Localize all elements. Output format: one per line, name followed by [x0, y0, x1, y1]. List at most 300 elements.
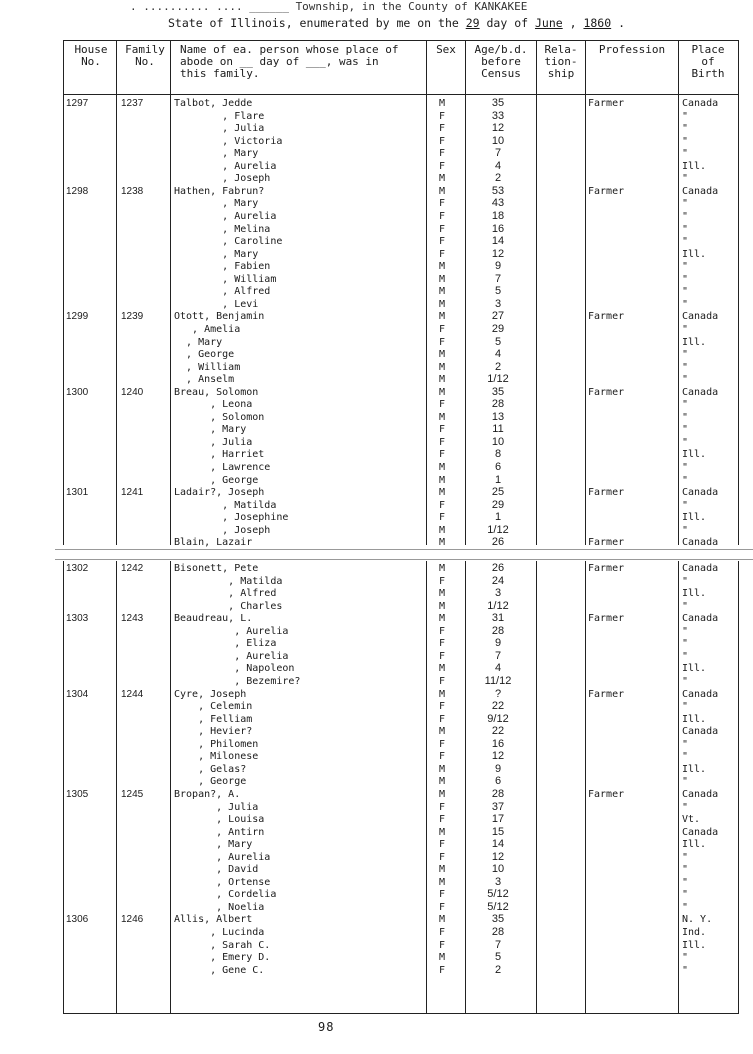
place-of-birth: Ill.: [682, 449, 707, 461]
sex: F: [438, 575, 446, 587]
place-of-birth: ": [682, 399, 689, 411]
age: 9: [494, 762, 502, 775]
sex: M: [438, 273, 446, 285]
person-name: , Napoleon: [174, 663, 295, 675]
age: 12: [491, 850, 505, 863]
age: 28: [491, 624, 505, 637]
place-of-birth: ": [682, 801, 689, 813]
age: 17: [491, 813, 505, 825]
family-number: 1242: [121, 563, 144, 574]
family-number: 1238: [121, 185, 144, 197]
age: 33: [491, 109, 505, 122]
header-rule: [63, 94, 739, 95]
age: 35: [491, 913, 505, 926]
sex: F: [438, 713, 446, 725]
census-row: [0, 474, 753, 487]
sex: M: [438, 524, 446, 536]
place-of-birth: ": [682, 173, 689, 185]
age: 43: [491, 197, 505, 210]
sex: M: [438, 563, 446, 574]
age: 27: [491, 310, 505, 323]
place-of-birth: ": [682, 236, 689, 248]
person-name: , Gelas?: [174, 763, 247, 775]
age: 3: [494, 875, 502, 888]
sex: F: [438, 499, 446, 511]
age: 9/12: [487, 712, 509, 725]
house-number: 1305: [66, 788, 89, 800]
census-row: [0, 423, 753, 436]
age: ?: [494, 687, 502, 700]
profession: Farmer: [588, 537, 625, 549]
age: 7: [494, 272, 502, 285]
census-row: [0, 788, 753, 801]
sex: M: [438, 688, 446, 700]
census-row: [0, 336, 753, 349]
person-name: , Mary: [174, 198, 259, 210]
person-name: , Caroline: [174, 236, 283, 248]
header-profession: Profession: [598, 43, 666, 56]
state-end: .: [611, 16, 626, 30]
person-name: , Flare: [174, 110, 265, 122]
census-row: [0, 575, 753, 588]
sex: F: [438, 625, 446, 637]
house-number: 1302: [66, 563, 89, 574]
place-of-birth: ": [682, 701, 689, 712]
profession: Farmer: [588, 98, 625, 109]
census-row: [0, 223, 753, 236]
person-name: Talbot, Jedde: [174, 98, 253, 109]
person-name: , Melina: [174, 223, 271, 235]
age: 1: [494, 473, 502, 486]
census-row: [0, 122, 753, 135]
enumeration-year: 1860: [583, 16, 612, 30]
age: 5: [494, 335, 502, 348]
sex: M: [438, 613, 446, 625]
census-row: [0, 373, 753, 386]
person-name: , David: [174, 864, 259, 876]
person-name: , Mary: [174, 839, 253, 851]
person-name: , Bezemire?: [174, 676, 301, 687]
enumeration-month: June: [534, 16, 563, 30]
person-name: , Aurelia: [174, 625, 289, 637]
sex: M: [438, 462, 446, 473]
sex: M: [438, 474, 446, 486]
sex: M: [438, 914, 446, 926]
person-name: , Emery D.: [174, 952, 271, 963]
person-name: Hathen, Fabrun?: [174, 185, 265, 197]
age: 10: [491, 134, 505, 147]
age: 37: [491, 800, 505, 813]
place-of-birth: ": [682, 776, 689, 788]
person-name: , Mary: [174, 248, 259, 260]
person-name: , Celemin: [174, 701, 253, 712]
census-row: [0, 298, 753, 311]
place-of-birth: ": [682, 198, 689, 210]
sex: F: [438, 198, 446, 210]
state-comma: ,: [562, 16, 584, 30]
splice-line-lower: [55, 559, 753, 560]
person-name: , Matilda: [174, 499, 277, 511]
census-row: [0, 763, 753, 776]
age: 11: [492, 423, 504, 436]
place-of-birth: ": [682, 676, 689, 687]
house-number: 1298: [66, 185, 89, 197]
census-row: [0, 172, 753, 185]
sex: M: [438, 763, 446, 775]
place-of-birth: ": [682, 374, 689, 386]
house-number: 1297: [66, 98, 89, 109]
place-of-birth: ": [682, 575, 689, 587]
person-name: , Aurelia: [174, 851, 271, 863]
sex: F: [438, 436, 446, 448]
census-row: [0, 750, 753, 763]
sex: F: [438, 210, 446, 222]
sex: M: [438, 311, 446, 323]
sex: M: [438, 98, 446, 109]
census-row: [0, 888, 753, 901]
census-row: [0, 160, 753, 173]
age: 16: [491, 737, 505, 750]
top-cut-line: . .......... .... ______ Township, in the County of KANKAKEE: [130, 0, 528, 13]
place-of-birth: Canada: [682, 386, 719, 398]
place-of-birth: ": [682, 349, 689, 360]
place-of-birth: ": [682, 123, 689, 135]
census-row: [0, 248, 753, 261]
census-row: [0, 675, 753, 688]
sex: F: [438, 110, 446, 122]
age: 1/12: [487, 373, 509, 386]
person-name: , Lawrence: [174, 462, 271, 473]
place-of-birth: ": [682, 864, 689, 876]
person-name: , Louisa: [174, 814, 265, 825]
place-of-birth: ": [682, 952, 689, 963]
sex: F: [438, 236, 446, 248]
age: 29: [491, 322, 505, 335]
person-name: , Victoria: [174, 135, 283, 147]
census-row: [0, 260, 753, 273]
sex: F: [438, 901, 446, 913]
sex: M: [438, 185, 446, 197]
sex: F: [438, 248, 446, 260]
sex: M: [438, 286, 446, 298]
sex: M: [438, 864, 446, 876]
person-name: , Hevier?: [174, 726, 253, 738]
sex: F: [438, 851, 446, 863]
age: 24: [491, 574, 505, 587]
person-name: Cyre, Joseph: [174, 688, 247, 700]
age: 1/12: [487, 523, 509, 536]
age: 22: [491, 725, 505, 738]
census-row: [0, 637, 753, 650]
age: 9: [494, 260, 502, 273]
place-of-birth: ": [682, 436, 689, 448]
census-row: [0, 738, 753, 751]
person-name: , Anselm: [174, 374, 235, 386]
person-name: , Mary: [174, 424, 247, 436]
person-name: , George: [174, 776, 247, 788]
place-of-birth: Ill.: [682, 160, 707, 172]
place-of-birth: Ind.: [682, 927, 707, 938]
age: 2: [494, 360, 502, 373]
age: 5: [494, 285, 502, 298]
place-of-birth: Canada: [682, 726, 719, 738]
sex: M: [438, 374, 446, 386]
place-of-birth: Canada: [682, 311, 719, 323]
census-row: [0, 688, 753, 701]
family-number: 1244: [121, 688, 144, 700]
age: 26: [491, 562, 505, 574]
header-relationship: Rela- tion- ship: [544, 43, 578, 80]
sex: M: [438, 776, 446, 788]
enumeration-day: 29: [465, 16, 480, 30]
age: 18: [491, 209, 505, 222]
census-row: [0, 964, 753, 977]
profession: Farmer: [588, 688, 625, 700]
person-name: , Josephine: [174, 512, 289, 524]
age: 11/12: [484, 675, 512, 687]
person-name: , Antirn: [174, 826, 265, 838]
sex: F: [438, 814, 446, 825]
sex: F: [438, 123, 446, 135]
place-of-birth: ": [682, 223, 689, 235]
place-of-birth: ": [682, 135, 689, 147]
sex: M: [438, 349, 446, 360]
sex: M: [438, 173, 446, 185]
place-of-birth: ": [682, 210, 689, 222]
person-name: , Joseph: [174, 524, 271, 536]
sex: F: [438, 160, 446, 172]
age: 14: [491, 235, 505, 248]
person-name: , George: [174, 474, 259, 486]
age: 16: [491, 222, 505, 235]
place-of-birth: ": [682, 964, 689, 976]
person-name: , Levi: [174, 298, 259, 310]
census-row: [0, 97, 753, 110]
census-row: [0, 398, 753, 411]
person-name: , Charles: [174, 600, 283, 612]
age: 2: [494, 963, 502, 976]
age: 9: [494, 637, 502, 650]
place-of-birth: Canada: [682, 613, 719, 625]
age: 22: [491, 700, 505, 712]
age: 10: [491, 863, 505, 876]
place-of-birth: ": [682, 462, 689, 473]
profession: Farmer: [588, 788, 625, 800]
profession: Farmer: [588, 613, 625, 625]
sex: F: [438, 512, 446, 524]
place-of-birth: Canada: [682, 185, 719, 197]
age: 25: [491, 486, 505, 499]
age: 26: [491, 536, 505, 549]
person-name: , Leona: [174, 399, 253, 411]
age: 29: [491, 498, 505, 511]
place-of-birth: ": [682, 474, 689, 486]
sex: M: [438, 487, 446, 499]
house-number: 1306: [66, 914, 89, 926]
person-name: Allis, Albert: [174, 914, 253, 926]
sex: M: [438, 261, 446, 273]
place-of-birth: Canada: [682, 98, 719, 109]
header-house-no: House No.: [74, 43, 108, 68]
age: 7: [494, 147, 502, 160]
age: 35: [491, 97, 505, 109]
age: 28: [491, 926, 505, 938]
census-row: [0, 713, 753, 726]
census-row: [0, 511, 753, 524]
census-row: [0, 826, 753, 839]
place-of-birth: ": [682, 738, 689, 750]
place-of-birth: Ill.: [682, 763, 707, 775]
header-name: Name of ea. person whose place of abode on __ day of ___, was in this family.: [180, 43, 399, 80]
family-number: 1246: [121, 914, 144, 926]
place-of-birth: Ill.: [682, 939, 707, 951]
place-of-birth: ": [682, 323, 689, 335]
house-number: 1304: [66, 688, 89, 700]
header-family-no: Family No.: [125, 43, 165, 68]
place-of-birth: Ill.: [682, 588, 707, 600]
place-of-birth: ": [682, 625, 689, 637]
place-of-birth: N. Y.: [682, 914, 713, 926]
census-row: [0, 700, 753, 713]
sex: F: [438, 336, 446, 348]
person-name: Otott, Benjamin: [174, 311, 265, 323]
place-of-birth: Ill.: [682, 663, 707, 675]
census-row: [0, 625, 753, 638]
sex: F: [438, 424, 446, 436]
census-row: [0, 838, 753, 851]
census-row: [0, 801, 753, 814]
census-row: [0, 110, 753, 123]
person-name: , William: [174, 273, 277, 285]
sex: M: [438, 600, 446, 612]
place-of-birth: ": [682, 424, 689, 436]
age: 6: [494, 775, 502, 788]
sex: M: [438, 663, 446, 675]
census-row: [0, 951, 753, 964]
census-row: [0, 436, 753, 449]
place-of-birth: ": [682, 876, 689, 888]
sex: F: [438, 839, 446, 851]
census-row: [0, 612, 753, 625]
person-name: , Cordelia: [174, 889, 277, 901]
age: 6: [494, 461, 502, 473]
person-name: , Julia: [174, 801, 259, 813]
person-name: , Gene C.: [174, 964, 265, 976]
sex: M: [438, 952, 446, 963]
person-name: , Felliam: [174, 713, 253, 725]
family-number: 1239: [121, 311, 144, 323]
place-of-birth: ": [682, 600, 689, 612]
census-row: [0, 135, 753, 148]
sex: F: [438, 927, 446, 938]
sex: F: [438, 738, 446, 750]
census-row: [0, 461, 753, 474]
age: 1: [494, 511, 502, 524]
sex: M: [438, 876, 446, 888]
header-sex: Sex: [436, 43, 456, 56]
age: 31: [491, 612, 505, 625]
family-number: 1240: [121, 386, 144, 398]
person-name: , Julia: [174, 436, 253, 448]
person-name: Bisonett, Pete: [174, 563, 259, 574]
age: 7: [494, 649, 502, 662]
place-of-birth: ": [682, 889, 689, 901]
age: 28: [491, 787, 505, 800]
place-of-birth: ": [682, 751, 689, 763]
age: 7: [494, 938, 502, 951]
sex: M: [438, 726, 446, 738]
place-of-birth: Canada: [682, 788, 719, 800]
place-of-birth: ": [682, 638, 689, 650]
place-of-birth: ": [682, 148, 689, 160]
place-of-birth: ": [682, 499, 689, 511]
profession: Farmer: [588, 311, 625, 323]
census-row: [0, 926, 753, 939]
place-of-birth: Canada: [682, 537, 719, 549]
place-of-birth: Vt.: [682, 814, 701, 825]
sex: M: [438, 788, 446, 800]
person-name: , Aurelia: [174, 210, 277, 222]
sex: M: [438, 386, 446, 398]
census-row: [0, 386, 753, 399]
age: 10: [491, 435, 505, 448]
profession: Farmer: [588, 563, 625, 574]
place-of-birth: ": [682, 524, 689, 536]
family-number: 1241: [121, 487, 144, 499]
census-row: [0, 863, 753, 876]
age: 5: [494, 951, 502, 963]
place-of-birth: ": [682, 261, 689, 273]
sex: M: [438, 537, 446, 549]
age: 4: [494, 159, 502, 172]
person-name: Beaudreau, L.: [174, 613, 253, 625]
person-name: Breau, Solomon: [174, 386, 259, 398]
census-row: [0, 600, 753, 613]
place-of-birth: ": [682, 273, 689, 285]
family-number: 1243: [121, 613, 144, 625]
census-row: [0, 361, 753, 374]
person-name: , Aurelia: [174, 650, 289, 662]
state-prefix: State of Illinois, enumerated by me on the: [168, 16, 466, 30]
person-name: , Joseph: [174, 173, 271, 185]
place-of-birth: ": [682, 286, 689, 298]
page-number: 98: [318, 1020, 335, 1034]
person-name: , Alfred: [174, 286, 271, 298]
family-number: 1245: [121, 788, 144, 800]
house-number: 1303: [66, 613, 89, 625]
age: 14: [491, 838, 505, 851]
sex: F: [438, 939, 446, 951]
age: 4: [494, 348, 502, 360]
census-row: [0, 775, 753, 788]
age: 12: [491, 247, 505, 260]
sex: M: [438, 411, 446, 423]
profession: Farmer: [588, 386, 625, 398]
person-name: , George: [174, 349, 235, 360]
person-name: , Julia: [174, 123, 265, 135]
sex: F: [438, 701, 446, 712]
sex: F: [438, 638, 446, 650]
age: 35: [491, 385, 505, 398]
sex: M: [438, 588, 446, 600]
person-name: , Aurelia: [174, 160, 277, 172]
census-row: [0, 273, 753, 286]
census-row: [0, 939, 753, 952]
enumeration-line: [168, 16, 625, 30]
header-age: Age/b.d. before Census: [474, 43, 528, 80]
age: 2: [494, 172, 502, 185]
census-row: [0, 348, 753, 361]
